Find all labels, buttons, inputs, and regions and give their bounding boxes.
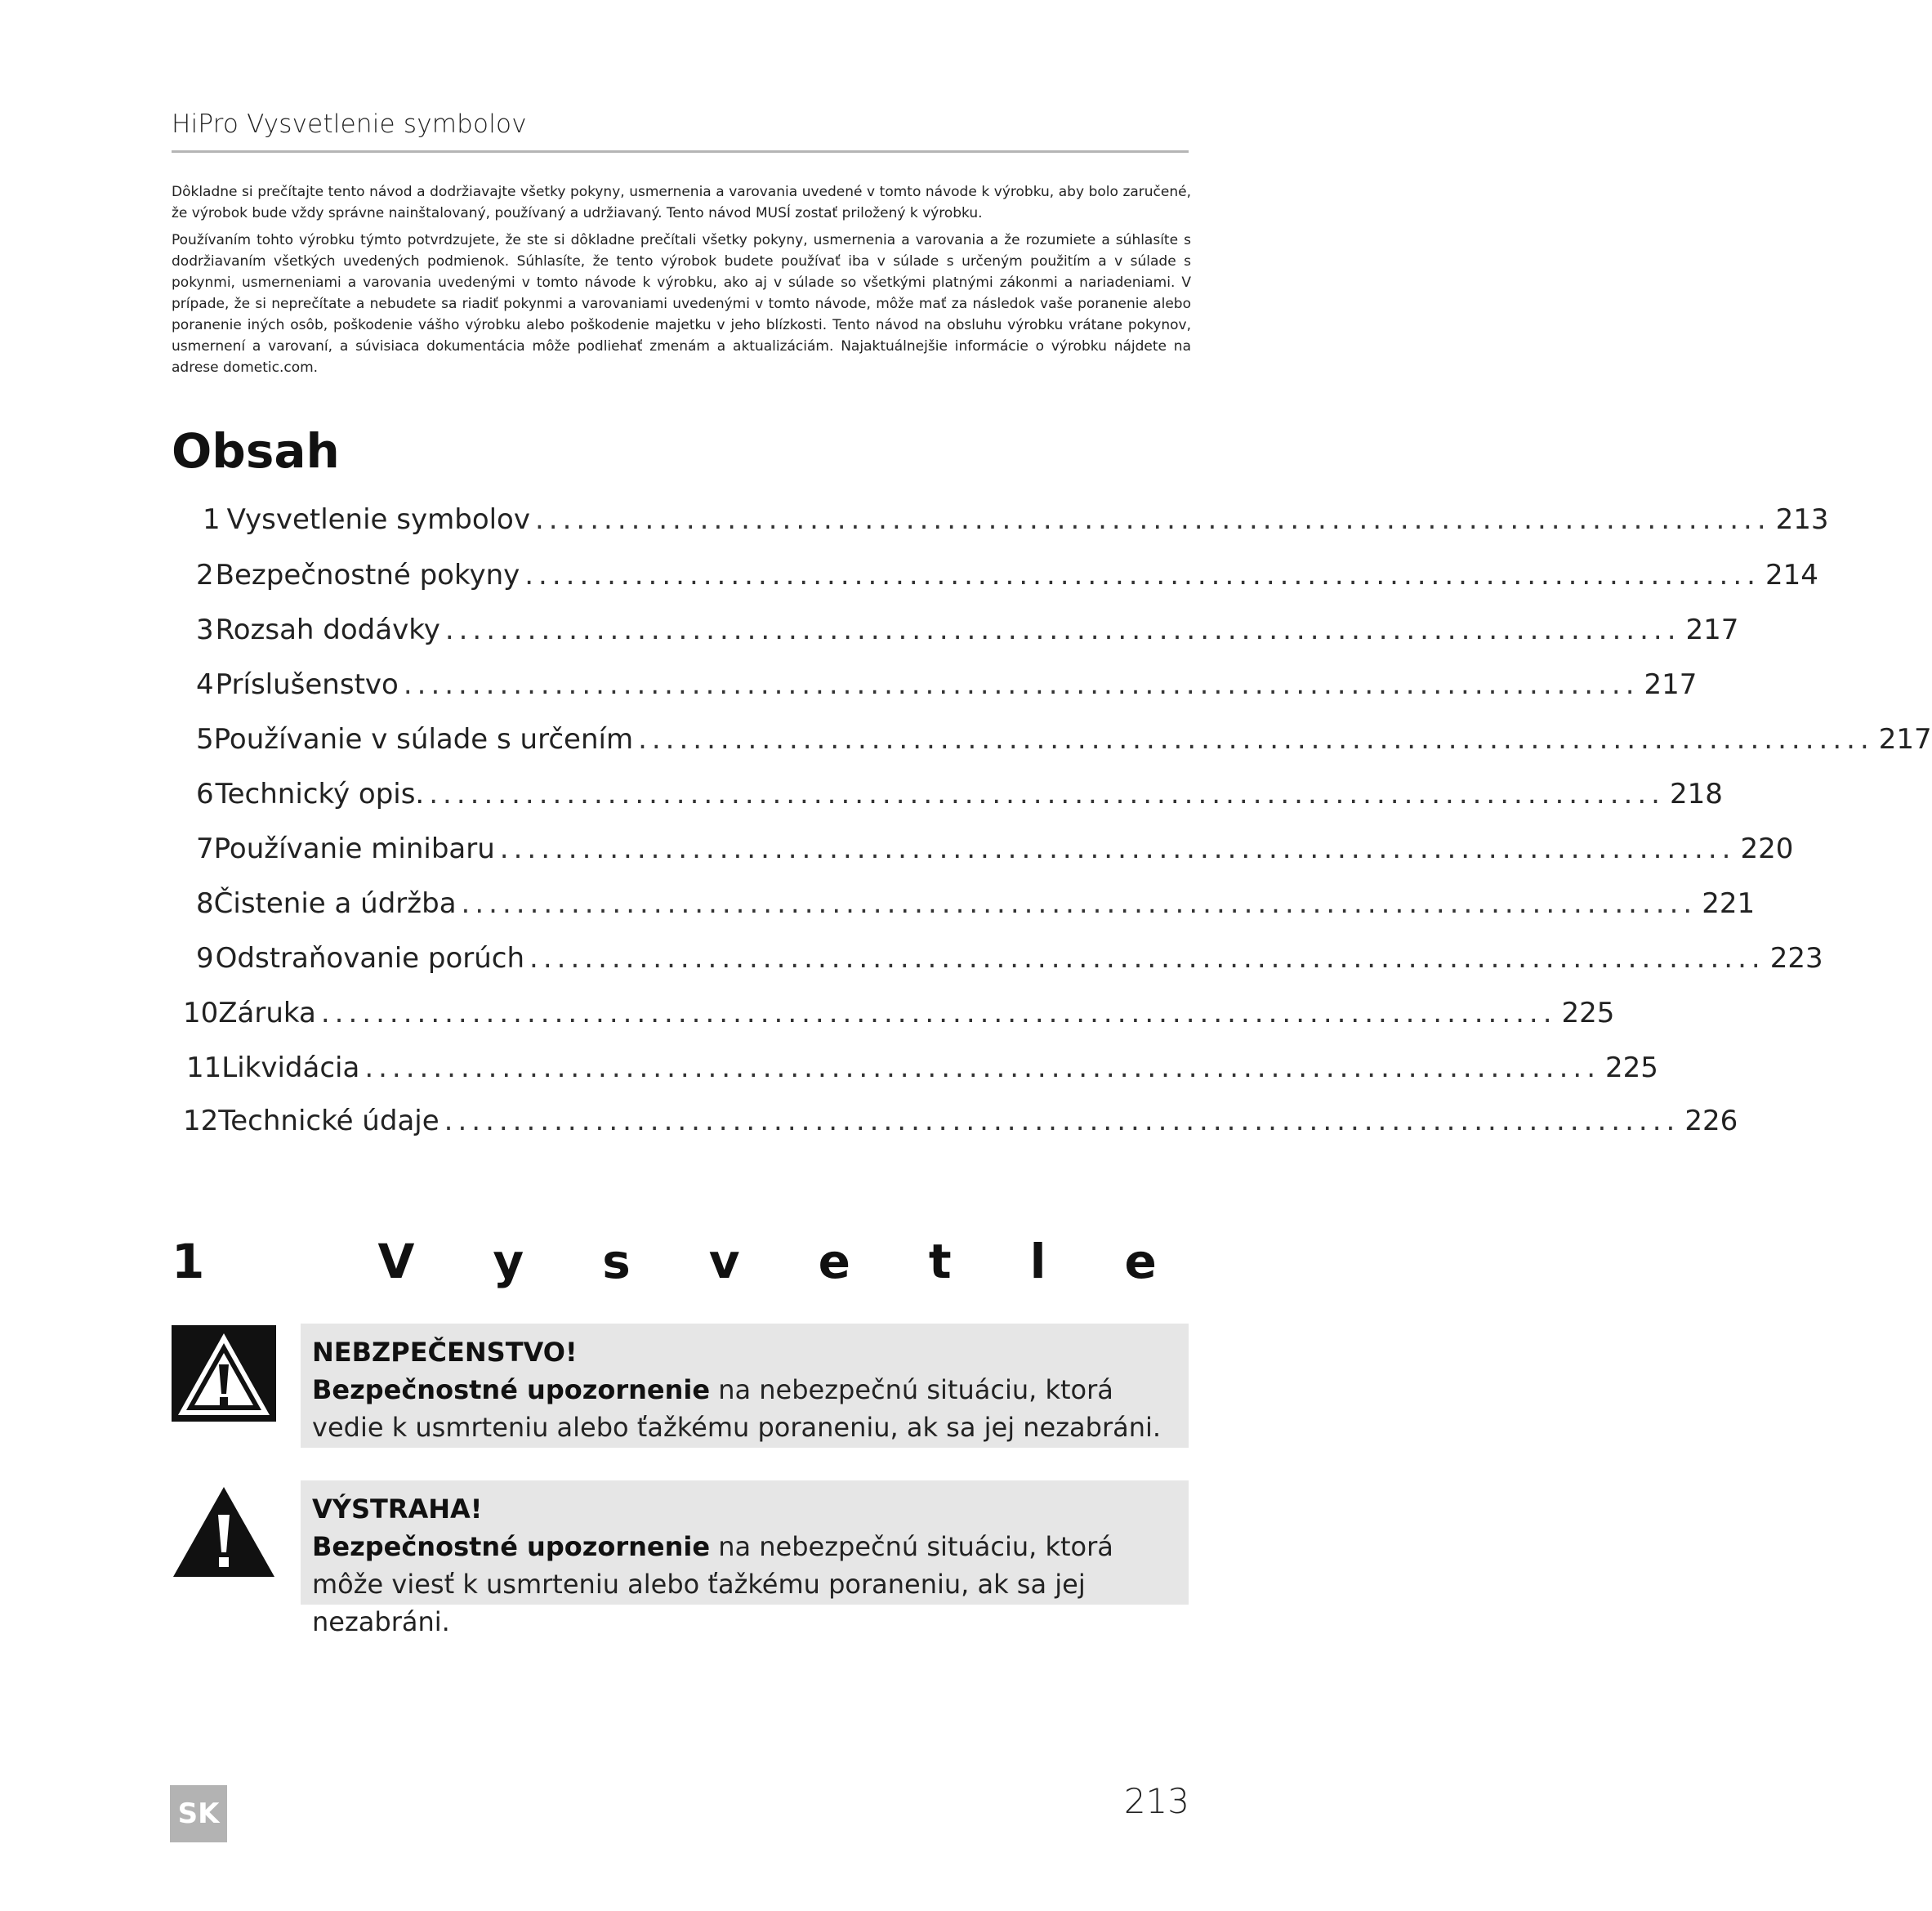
toc-dot-leader: ..........................................................................................	[364, 1051, 1600, 1084]
toc-entry-number: 1	[203, 503, 221, 536]
toc-title: Obsah	[172, 423, 340, 479]
toc-dot-leader: ..........................................................................................	[403, 668, 1640, 701]
toc-entry-label: Príslušenstvo	[215, 668, 399, 701]
toc-entry-page: 225	[1605, 1051, 1658, 1084]
toc-entry-label: Technické údaje	[218, 1105, 439, 1137]
notice-text: na nebezpečnú situáciu, ktorá vedie k usmrteniu alebo ťažkému poraneniu, ak sa jej nezabráni.	[312, 1374, 1162, 1443]
toc-entry-number: 3	[196, 614, 214, 646]
toc-entry-label: Rozsah dodávky	[215, 614, 440, 646]
toc-entry-label: Používanie v súlade s určením	[213, 723, 634, 756]
toc-entry-number: 4	[196, 668, 214, 701]
toc-entry[interactable]	[196, 775, 1723, 814]
toc-entry-number: 6	[196, 778, 214, 810]
toc-entry-page: 225	[1561, 997, 1615, 1029]
toc-entry-number: 7	[196, 833, 214, 865]
toc-entry-page: 213	[1775, 503, 1829, 536]
toc-entry-label: Čistenie a údržba	[213, 887, 457, 920]
toc-entry-number: 9	[196, 942, 214, 975]
toc-dot-leader: ..........................................................................................	[444, 614, 1681, 646]
toc-entry-page: 217	[1878, 723, 1932, 756]
notice-lead: Bezpečnostné upozornenie	[312, 1531, 711, 1562]
toc-entry-label: Technický opis.	[215, 778, 425, 810]
toc-entry[interactable]	[196, 665, 1698, 704]
toc-entry[interactable]	[186, 1048, 1658, 1087]
warning-notice	[301, 1480, 1189, 1637]
notice-text: na nebezpečnú situáciu, ktorá môže viesť k usmrteniu alebo ťažkému poraneniu, ak sa jej nezabráni.	[312, 1531, 1113, 1637]
toc-entry[interactable]	[196, 939, 1823, 978]
intro-paragraph-2: Používaním tohto výrobku týmto potvrdzujete, že ste si dôkladne prečítali všetky pokyny, usmernenia a varovania a že rozumiete a súhlasíte s dodržiavaním všetkých uvedených podmienok. Súhlasíte, že tento výrobok budete používať iba v súlade s určeným použitím a v súlade s pokynmi, usmerneniami a varovania uvedenými v tomto návode k výrobku, ako aj v súlade so všetkými platnými zákonmi a nariadeniami. V prípade, že si neprečítate a nebudete sa riadiť pokynmi a varovaniami uvedenými v tomto návode, môže mať za následok vaše poranenie alebo poranenie iných osôb, poškodenie vášho výrobku alebo poškodenie majetku v jeho blízkosti. Tento návod na obsluhu výrobku vrátane pokynov, usmernení a varovaní, a súvisiaca dokumentácia môže podliehať zmenám a aktualizáciám. Najaktuálnejšie informácie o výrobku nájdete na adrese dometic.com.	[172, 232, 1191, 376]
toc-entry-number: 11	[186, 1051, 222, 1084]
toc-entry-label: Likvidácia	[221, 1051, 360, 1084]
toc-dot-leader: ..........................................................................................	[461, 887, 1698, 920]
toc-entry-number: 8	[196, 887, 214, 920]
toc-entry-number: 2	[196, 559, 214, 592]
toc-entry-label: Vysvetlenie symbolov	[226, 503, 530, 536]
toc-entry[interactable]	[183, 1101, 1738, 1141]
toc-entry[interactable]	[183, 993, 1615, 1033]
toc-entry-page: 221	[1702, 887, 1756, 920]
toc-entry-page: 214	[1765, 559, 1818, 592]
toc-dot-leader: ..........................................................................................	[534, 503, 1771, 536]
toc-entry-label: Záruka	[218, 997, 316, 1029]
warning-triangle-icon	[172, 1484, 276, 1580]
toc-dot-leader: ..........................................................................................	[320, 997, 1557, 1029]
intro-paragraph-1: Dôkladne si prečítajte tento návod a dodržiavajte všetky pokyny, usmernenia a varovania uvedené v tomto návode k výrobku, aby bolo zaručené, že výrobok bude vždy správne nainštalovaný, používaný a udržiavaný. Tento návod MUSÍ zostať priložený k výrobku.	[172, 184, 1191, 221]
page-number: 213	[1123, 1781, 1189, 1821]
toc-entry[interactable]	[196, 720, 1932, 759]
toc-entry[interactable]	[196, 556, 1818, 595]
toc-entry-page: 226	[1684, 1105, 1738, 1137]
toc-entry-page: 218	[1669, 778, 1723, 810]
toc-entry[interactable]	[203, 500, 1829, 539]
notice-lead: Bezpečnostné upozornenie	[312, 1374, 711, 1405]
toc-entry-label: Používanie minibaru	[213, 833, 495, 865]
signal-word-danger: NEBZPEČENSTVO!	[312, 1337, 578, 1368]
toc-entry[interactable]	[196, 610, 1739, 650]
warning-triangle-boxed-icon	[172, 1325, 276, 1422]
toc-entry-label: Odstraňovanie porúch	[215, 942, 525, 975]
toc-entry-number: 12	[183, 1105, 219, 1137]
danger-notice	[301, 1324, 1189, 1448]
toc-dot-leader: ..........................................................................................	[444, 1105, 1680, 1137]
section-heading: 1 Vysvetle	[172, 1234, 1235, 1289]
toc-dot-leader: ..........................................................................................	[524, 559, 1760, 592]
toc-entry-label: Bezpečnostné pokyny	[215, 559, 520, 592]
toc-entry[interactable]	[196, 884, 1756, 923]
language-badge: SK	[170, 1785, 227, 1842]
toc-dot-leader: ..........................................................................................	[429, 778, 1665, 810]
toc-dot-leader: ..........................................................................................	[529, 942, 1765, 975]
toc-entry-page: 220	[1740, 833, 1794, 865]
signal-word-warning: VÝSTRAHA!	[312, 1494, 483, 1525]
toc-entry-number: 10	[183, 997, 219, 1029]
toc-dot-leader: ..........................................................................................	[499, 833, 1736, 865]
running-header: HiPro Vysvetlenie symbolov	[172, 109, 527, 139]
toc-dot-leader: ..........................................................................................	[638, 723, 1874, 756]
toc-entry[interactable]	[196, 829, 1794, 868]
toc-entry-number: 5	[196, 723, 214, 756]
toc-entry-page: 223	[1769, 942, 1823, 975]
toc-entry-page: 217	[1644, 668, 1698, 701]
toc-entry-page: 217	[1685, 614, 1739, 646]
